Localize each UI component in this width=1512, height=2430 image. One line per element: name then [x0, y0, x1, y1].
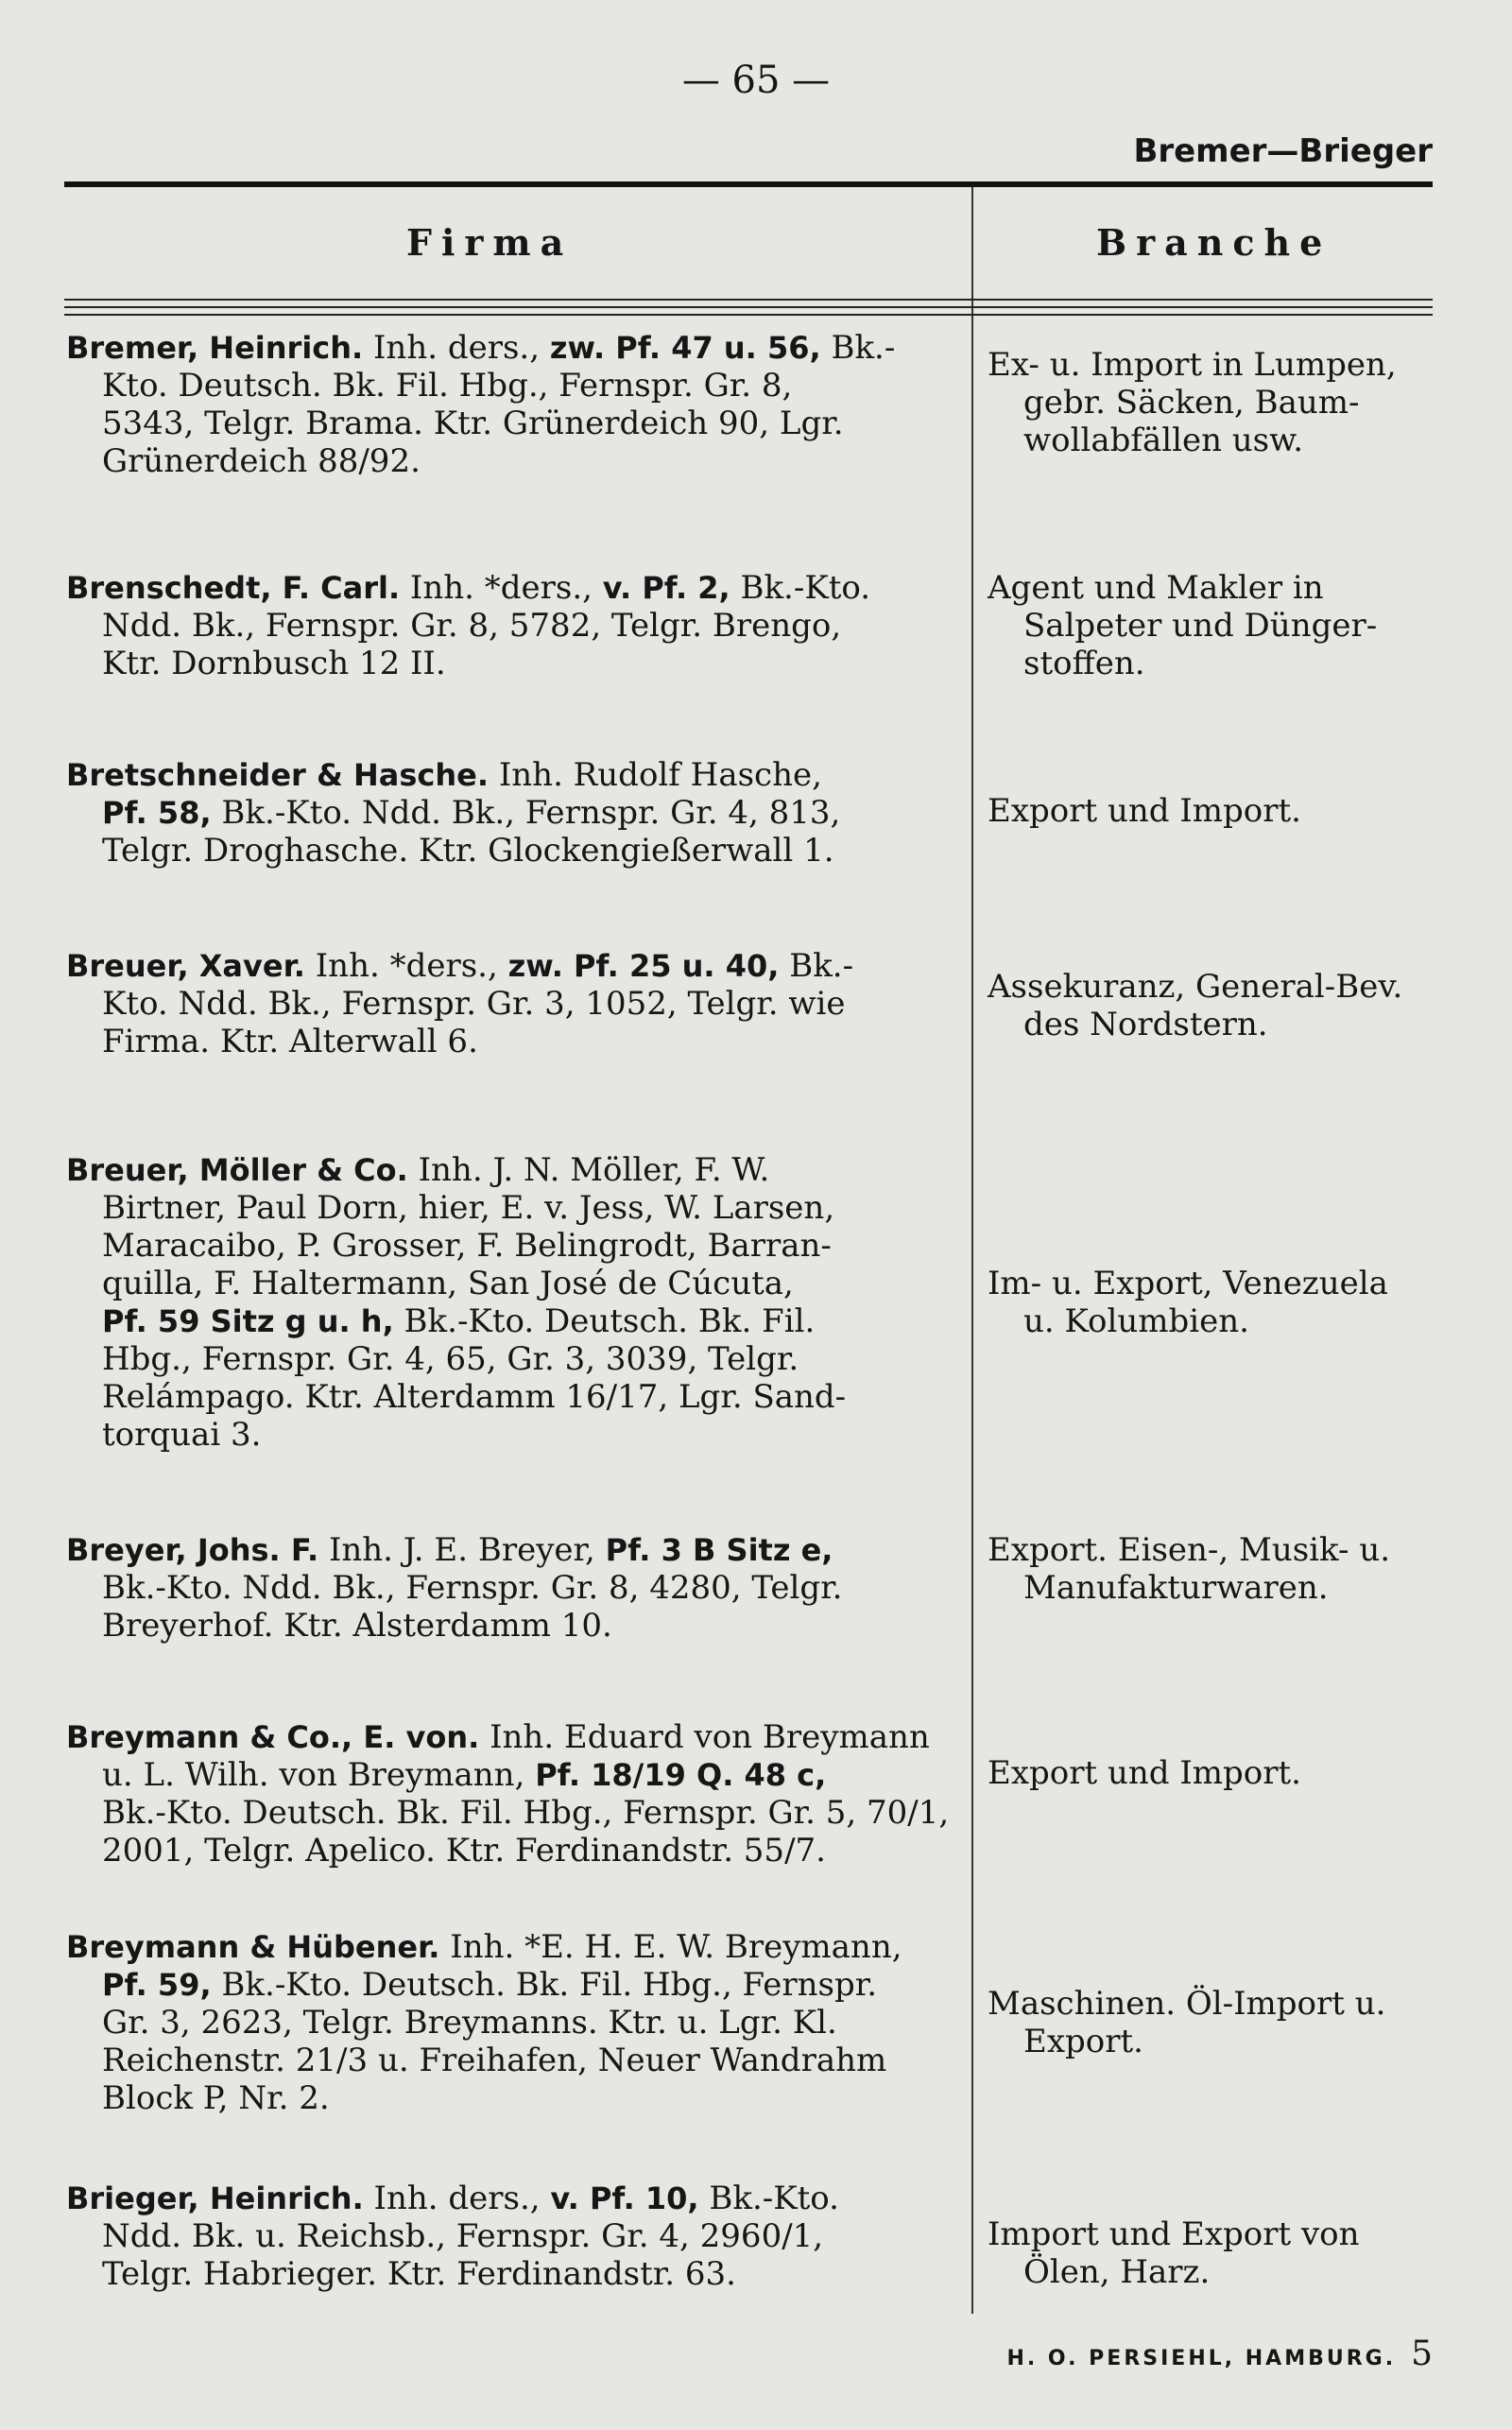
firm-line: [66, 1189, 962, 1227]
column-divider: [971, 187, 973, 2314]
firm-line: [66, 569, 962, 607]
firm-line: [66, 645, 962, 682]
firm-details: [66, 947, 962, 1060]
firm-detail: Kto. Ndd. Bk., Fernspr. Gr. 3, 1052, Telgr. wie: [102, 985, 846, 1023]
firm-detail: Inh. J. E. Breyer,: [318, 1531, 606, 1569]
branche-line: Ölen, Harz.: [1023, 2253, 1211, 2291]
firm-name: Bretschneider & Hasche.: [66, 757, 490, 793]
firm-detail: torquai 3.: [102, 1416, 262, 1454]
column-heading-branche: Branche: [1096, 221, 1332, 264]
firm-line: [66, 756, 962, 794]
firm-line: [66, 1569, 962, 1607]
firm-detail: Reichenstr. 21/3 u. Freihafen, Neuer Wandrahm: [102, 2042, 887, 2079]
firm-line: [66, 442, 962, 480]
firm-detail: Ktr. Dornbusch 12 II.: [102, 645, 446, 682]
branche-line: Salpeter und Dünger-: [1023, 607, 1378, 645]
firm-name: Breuer, Möller & Co.: [66, 1152, 408, 1188]
firm-line: [66, 1227, 962, 1265]
firm-detail: Inh. J. N. Möller, F. W.: [407, 1151, 770, 1189]
firm-line: [66, 1302, 962, 1340]
firm-name: Bremer, Heinrich.: [66, 330, 364, 366]
firm-detail: u. L. Wilh. von Breymann,: [102, 1756, 536, 1794]
firm-line: [66, 2042, 962, 2079]
firm-details: [66, 1531, 962, 1645]
firm-detail: Firma. Ktr. Alterwall 6.: [102, 1023, 478, 1060]
firm-line: [66, 947, 962, 985]
branche-line: Agent und Makler in: [988, 569, 1324, 607]
branche-text: [988, 569, 1436, 682]
firm-details: [66, 1928, 962, 2117]
firm-detail: Inh. ders.,: [363, 329, 550, 367]
firm-name: Brenschedt, F. Carl.: [66, 570, 401, 606]
postfach: zw. Pf. 25 u. 40,: [507, 948, 780, 984]
branche-text: [988, 1754, 1436, 1792]
firm-line: [66, 1832, 962, 1870]
firm-details: [66, 1718, 962, 1870]
firm-line: [66, 1151, 962, 1189]
firm-detail: Inh. *ders.,: [304, 947, 508, 985]
firm-detail: Bk.-Kto. Deutsch. Bk. Fil. Hbg., Fernspr.: [211, 1966, 878, 2004]
branche-text: [988, 792, 1436, 830]
firm-detail: Ndd. Bk., Fernspr. Gr. 8, 5782, Telgr. Brengo,: [102, 607, 842, 645]
firm-detail: Breyerhof. Ktr. Alsterdamm 10.: [102, 1607, 612, 1645]
firm-detail: Ndd. Bk. u. Reichsb., Fernspr. Gr. 4, 2960/1,: [102, 2217, 824, 2255]
firm-name: Breyer, Johs. F.: [66, 1532, 319, 1568]
firm-detail: Kto. Deutsch. Bk. Fil. Hbg., Fernspr. Gr. 8,: [102, 367, 793, 405]
header-rule: [64, 306, 1433, 308]
branche-line: Import und Export von: [988, 2215, 1360, 2253]
branche-line: Export und Import.: [988, 792, 1301, 830]
postfach: Pf. 59,: [102, 1967, 212, 2003]
firm-detail: Inh. *E. H. E. W. Breymann,: [439, 1928, 902, 1966]
firm-line: [66, 2255, 962, 2293]
firm-line: [66, 832, 962, 870]
firm-line: [66, 1531, 962, 1569]
printer-footer: [1007, 2335, 1434, 2373]
branche-line: wollabfällen usw.: [1023, 422, 1304, 459]
branche-text: [988, 346, 1436, 459]
page-number: — 65 —: [681, 59, 831, 102]
firm-line: [66, 1607, 962, 1645]
firm-details: [66, 569, 962, 682]
branche-line: Im- u. Export, Venezuela: [988, 1265, 1388, 1302]
firm-detail: Relámpago. Ktr. Alterdamm 16/17, Lgr. Sand-: [102, 1378, 847, 1416]
printer-name: H. O. PERSIEHL, HAMBURG.: [1006, 2347, 1397, 2370]
firm-line: [66, 2180, 962, 2217]
branche-line: Ex- u. Import in Lumpen,: [988, 346, 1397, 384]
postfach: Pf. 59 Sitz g u. h,: [102, 1303, 394, 1339]
branche-line: Export.: [1023, 2023, 1143, 2060]
firm-line: [66, 329, 962, 367]
firm-details: [66, 329, 962, 480]
sheet-number: 5: [1411, 2335, 1433, 2373]
firm-line: [66, 1794, 962, 1832]
firm-details: [66, 2180, 962, 2293]
firm-detail: Gr. 3, 2623, Telgr. Breymanns. Ktr. u. Lgr. Kl.: [102, 2004, 837, 2042]
branche-line: Maschinen. Öl-Import u.: [988, 1985, 1386, 2023]
postfach: Pf. 18/19 Q. 48 c,: [535, 1757, 827, 1793]
firm-detail: Bk.-Kto. Deutsch. Bk. Fil.: [393, 1302, 816, 1340]
firm-line: [66, 985, 962, 1023]
firm-line: [66, 1966, 962, 2004]
firm-line: [66, 405, 962, 442]
firm-line: [66, 367, 962, 405]
header-rule: [64, 299, 1433, 301]
firm-line: [66, 1756, 962, 1794]
firm-detail: Bk.-Kto.: [730, 569, 871, 607]
header-rule: [64, 314, 1433, 316]
firm-detail: Inh. ders.,: [363, 2180, 551, 2217]
firm-line: [66, 1416, 962, 1454]
firm-detail: Telgr. Droghasche. Ktr. Glockengießerwall 1.: [102, 832, 834, 870]
firm-name: Breymann & Hübener.: [66, 1929, 440, 1965]
firm-detail: Bk.-: [820, 329, 896, 367]
firm-detail: Maracaibo, P. Grosser, F. Belingrodt, Barran-: [102, 1227, 832, 1265]
top-rule: [64, 181, 1433, 187]
firm-detail: Hbg., Fernspr. Gr. 4, 65, Gr. 3, 3039, Telgr.: [102, 1340, 799, 1378]
branche-text: [988, 1531, 1436, 1607]
branche-line: Export. Eisen-, Musik- u.: [988, 1531, 1391, 1569]
firm-line: [66, 794, 962, 832]
firm-detail: Inh. Eduard von Breymann: [479, 1718, 930, 1756]
firm-detail: Bk.-: [779, 947, 854, 985]
firm-line: [66, 1023, 962, 1060]
branche-text: [988, 1265, 1436, 1340]
firm-line: [66, 1378, 962, 1416]
postfach: zw. Pf. 47 u. 56,: [549, 330, 821, 366]
firm-line: [66, 2079, 962, 2117]
branche-line: stoffen.: [1023, 645, 1145, 682]
postfach: Pf. 58,: [102, 795, 212, 831]
firm-line: [66, 1340, 962, 1378]
firm-detail: Grünerdeich 88/92.: [102, 442, 421, 480]
running-head: Bremer—Brieger: [1133, 132, 1433, 170]
branche-text: [988, 968, 1436, 1043]
branche-line: gebr. Säcken, Baum-: [1023, 384, 1360, 422]
firm-name: Breuer, Xaver.: [66, 948, 305, 984]
postfach: v. Pf. 10,: [550, 2180, 699, 2216]
firm-detail: Inh. *ders.,: [400, 569, 603, 607]
firm-detail: 2001, Telgr. Apelico. Ktr. Ferdinandstr. 55/7.: [102, 1832, 826, 1870]
branche-line: Manufakturwaren.: [1023, 1569, 1329, 1607]
firm-details: [66, 756, 962, 870]
firm-detail: quilla, F. Haltermann, San José de Cúcuta,: [102, 1265, 794, 1302]
postfach: v. Pf. 2,: [602, 570, 730, 606]
firm-line: [66, 2004, 962, 2042]
firm-detail: Birtner, Paul Dorn, hier, E. v. Jess, W. Larsen,: [102, 1189, 835, 1227]
firm-detail: 5343, Telgr. Brama. Ktr. Grünerdeich 90, Lgr.: [102, 405, 844, 442]
firm-detail: Bk.-Kto. Ndd. Bk., Fernspr. Gr. 4, 813,: [211, 794, 841, 832]
firm-line: [66, 1928, 962, 1966]
firm-name: Brieger, Heinrich.: [66, 2180, 364, 2216]
firm-detail: Block P, Nr. 2.: [102, 2079, 330, 2117]
firm-line: [66, 607, 962, 645]
column-heading-firma: Firma: [406, 221, 574, 264]
branche-line: Assekuranz, General-Bev.: [988, 968, 1403, 1006]
firm-detail: Bk.-Kto. Deutsch. Bk. Fil. Hbg., Fernspr. Gr. 5, 70/1,: [102, 1794, 950, 1832]
branche-line: Export und Import.: [988, 1754, 1301, 1792]
firm-detail: Bk.-Kto.: [698, 2180, 839, 2217]
branche-text: [988, 1985, 1436, 2060]
firm-detail: Bk.-Kto. Ndd. Bk., Fernspr. Gr. 8, 4280, Telgr.: [102, 1569, 843, 1607]
branche-line: des Nordstern.: [1023, 1006, 1268, 1043]
branche-text: [988, 2215, 1436, 2291]
branche-line: u. Kolumbien.: [1023, 1302, 1249, 1340]
firm-line: [66, 1718, 962, 1756]
firm-line: [66, 2217, 962, 2255]
firm-detail: Inh. Rudolf Hasche,: [489, 756, 822, 794]
firm-detail: Telgr. Habrieger. Ktr. Ferdinandstr. 63.: [102, 2255, 736, 2293]
postfach: Pf. 3 B Sitz e,: [605, 1532, 833, 1568]
firm-details: [66, 1151, 962, 1454]
firm-name: Breymann & Co., E. von.: [66, 1719, 480, 1755]
firm-line: [66, 1265, 962, 1302]
